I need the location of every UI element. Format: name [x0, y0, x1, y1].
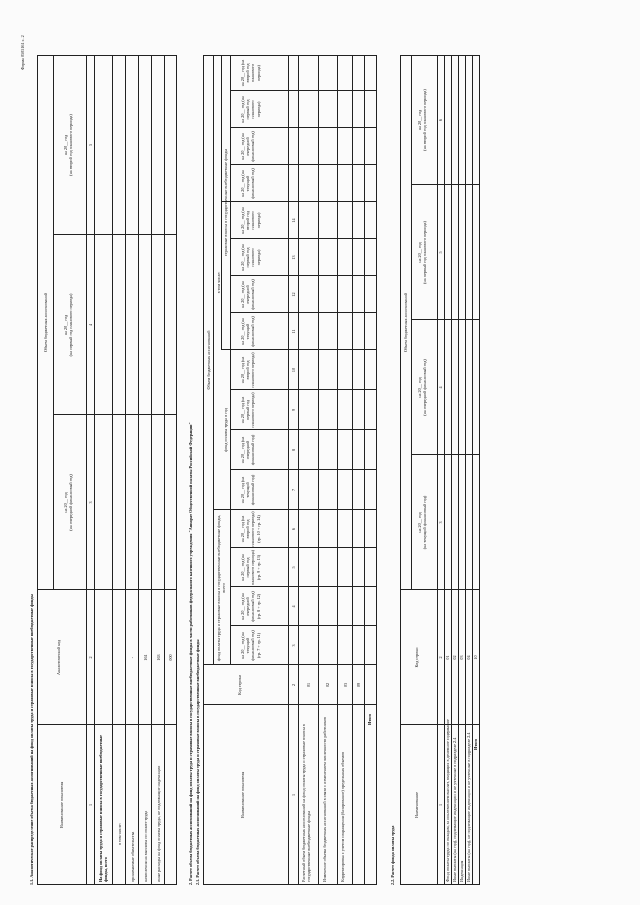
table-row: Индексация [459, 860, 464, 882]
col-num: 3 [438, 521, 443, 524]
table-row: Иные выплаты (на год), подлежащие индексации и не учтенные в подразделе 2.4 [452, 737, 457, 882]
form-label: Форма 0505161 с. 2 [20, 35, 25, 70]
col-num: 12 [291, 292, 296, 297]
col-num: 2 [291, 683, 296, 687]
table-row: Изменение объема бюджетных ассигнований в связи с изменением численности работников [322, 717, 327, 882]
row-code: 03 [343, 682, 348, 688]
col-code-header: Аналитический код [56, 640, 61, 675]
col-num: 5 [438, 251, 443, 254]
total-label: Итого [367, 713, 372, 725]
section-2-2-title: 2.2. Расчет фонда оплаты труда [390, 825, 395, 885]
col-num: 13 [291, 255, 296, 260]
table-row: Фонд оплаты труда по окладам, за исключением выплат, входящих в денежное содержание [445, 719, 450, 882]
col-y3-header: на 20__ год (на первый год планового периода) [417, 221, 428, 284]
col-num: 2 [438, 656, 443, 659]
col-num: 4 [88, 323, 93, 327]
col-num: 2 [88, 656, 93, 659]
col-num: 6 [438, 118, 443, 122]
table-row: начисления на выплаты по оплате труда [143, 810, 148, 882]
table-row: Иные выплаты (на год), не подлежащие индексации и не учтенные в подразделе 2.4 [466, 732, 471, 882]
yr-header: на 20__ год (на второй год планового периода) [240, 59, 261, 87]
row-code: 01 [306, 682, 311, 688]
row-code: 02 [325, 682, 330, 688]
row-code: 04 [466, 655, 471, 660]
col-group-header: Объем бюджетных ассигнований [403, 292, 408, 353]
col-y2-header: на 20__ год (на очередной финансовый год) [417, 359, 428, 416]
yr-header: на 20__ год (на текущий финансовый год) [240, 168, 256, 199]
section-1-1-title: 1.1. Аналитическое распределение объема бюджетных ассигнований на фонд оплаты труда и страховые взносы в государственные внебюджетные фонды [29, 594, 34, 885]
row-code: 161 [143, 654, 148, 661]
col-y1-header: на 20__ год (на текущий финансовый год) [417, 495, 428, 550]
yr-header: на 20__ год (на очередной финансовый год) [240, 131, 256, 162]
col-num: 11 [291, 329, 296, 334]
col-y3-header: на 20__ год (на второй год планового периода) [63, 114, 74, 176]
section-2-1-title: 2.1. Расчет объема бюджетных ассигнований на фонд оплаты труда и страховые взносы в государственные внебюджетные фонды [195, 639, 200, 885]
row-code: 09 [356, 682, 361, 688]
yr-header: на 20__ год (на очередной финансовый год) [240, 434, 256, 466]
col-num: 14 [291, 218, 296, 223]
yr-header: на 20__ год (на текущий финансовый год) [240, 474, 256, 506]
col-num: 6 [291, 527, 296, 531]
col-num: 5 [291, 566, 296, 569]
col-group-header: Объем бюджетных ассигнований [43, 292, 48, 353]
col-ins-header: страховые взносы в государственные внебюджетные фонды [223, 148, 228, 257]
col-incl-header: в том числе: [216, 271, 221, 294]
row-code: 02 [452, 655, 457, 660]
col-num: 1 [88, 803, 93, 807]
table-row: Расчетный объем бюджетных ассигнований на фонд оплаты труда и страховые взносы в государственные внебюджетные фонды [301, 724, 312, 882]
yr-header: на 20__ год (на очередной финансовый год) (гр. 8 + гр. 12) [240, 591, 261, 622]
yr-header: на 20__ год (на текущий финансовый год) [240, 316, 256, 347]
col-fot-header: фонд оплаты труда в год [223, 408, 228, 452]
col-num: 4 [438, 386, 443, 389]
section-2-title: 2. Расчет объема бюджетных ассигнований на фонд оплаты труда и страховые взносы в государственные внебюджетные фонды в части работников федерального казенного учреждения "Аппарат Общественной палаты Российской Федерации" [188, 422, 193, 885]
col-y4-header: на 20__ год (на второй год планового периода) [417, 89, 428, 151]
row-code: 10 [473, 655, 478, 660]
col-num: 4 [291, 605, 296, 608]
col-total-header: фонд оплаты труда и страховые взносы в государственные внебюджетные фонды, всего [216, 514, 227, 662]
col-num: 1 [291, 793, 296, 797]
col-group-header: Объем бюджетных ассигнований [206, 330, 211, 390]
yr-header: на 20__ год (на первый год планового периода) [240, 244, 261, 271]
col-num: 5 [88, 143, 93, 147]
yr-header: на 20__ год (на второй год планового периода) [240, 352, 256, 388]
row-code: - [130, 656, 135, 659]
table-row: Корректировка с учетом сокращения (базирование) предельных объемов [340, 752, 345, 882]
row-code: 000 [168, 654, 173, 661]
table-row: в том числе: [117, 823, 122, 845]
row-code: 163 [156, 654, 161, 661]
col-num: 3 [88, 501, 93, 504]
col-num: 9 [291, 408, 296, 412]
col-code-header: Код строки [237, 675, 242, 695]
yr-header: на 20__ год (на первый год планового периода) [240, 392, 256, 428]
col-name-header: Наименование показателя [240, 771, 245, 819]
table-row: иные расходы на фонд оплаты труда, не подлежащие индексации [156, 765, 161, 882]
col-name-header: Наименование показателя [59, 781, 64, 829]
col-y1-header: на 20__ год (на очередной финансовый год) [63, 474, 74, 531]
yr-header: на 20__ год (на второй год планового периода) [240, 207, 261, 234]
yr-header: на 20__ год (на второй год планового периода) (гр. 10 + гр. 14) [240, 511, 261, 547]
col-num: 1 [438, 803, 443, 807]
col-code-header: Код строки [414, 647, 419, 668]
col-num: 3 [291, 644, 296, 647]
row-code: 01 [445, 655, 450, 660]
yr-header: на 20__ год (на первый год планового периода) [240, 96, 261, 123]
col-name-header: Наименование [414, 791, 419, 819]
col-num: 7 [291, 488, 296, 492]
table-row: На фонд оплаты труда и страховые взносы в государственные внебюджетные фонды, всего [98, 734, 109, 882]
table-row: принимаемые обязательства [130, 831, 135, 882]
col-num: 10 [291, 367, 296, 373]
yr-header: на 20__ год (на первый год планового периода) (гр. 9 + гр. 13) [240, 549, 261, 586]
yr-header: на 20__ год (на текущий финансовый год) (гр. 7 + гр. 11) [240, 630, 261, 661]
row-code: 03 [459, 655, 464, 660]
yr-header: на 20__ год (на очередной финансовый год) [240, 279, 256, 310]
col-y2-header: на 20__ год (на первый год планового периода) [63, 293, 74, 357]
total-label: Итого [473, 738, 478, 750]
col-num: 8 [291, 448, 296, 452]
